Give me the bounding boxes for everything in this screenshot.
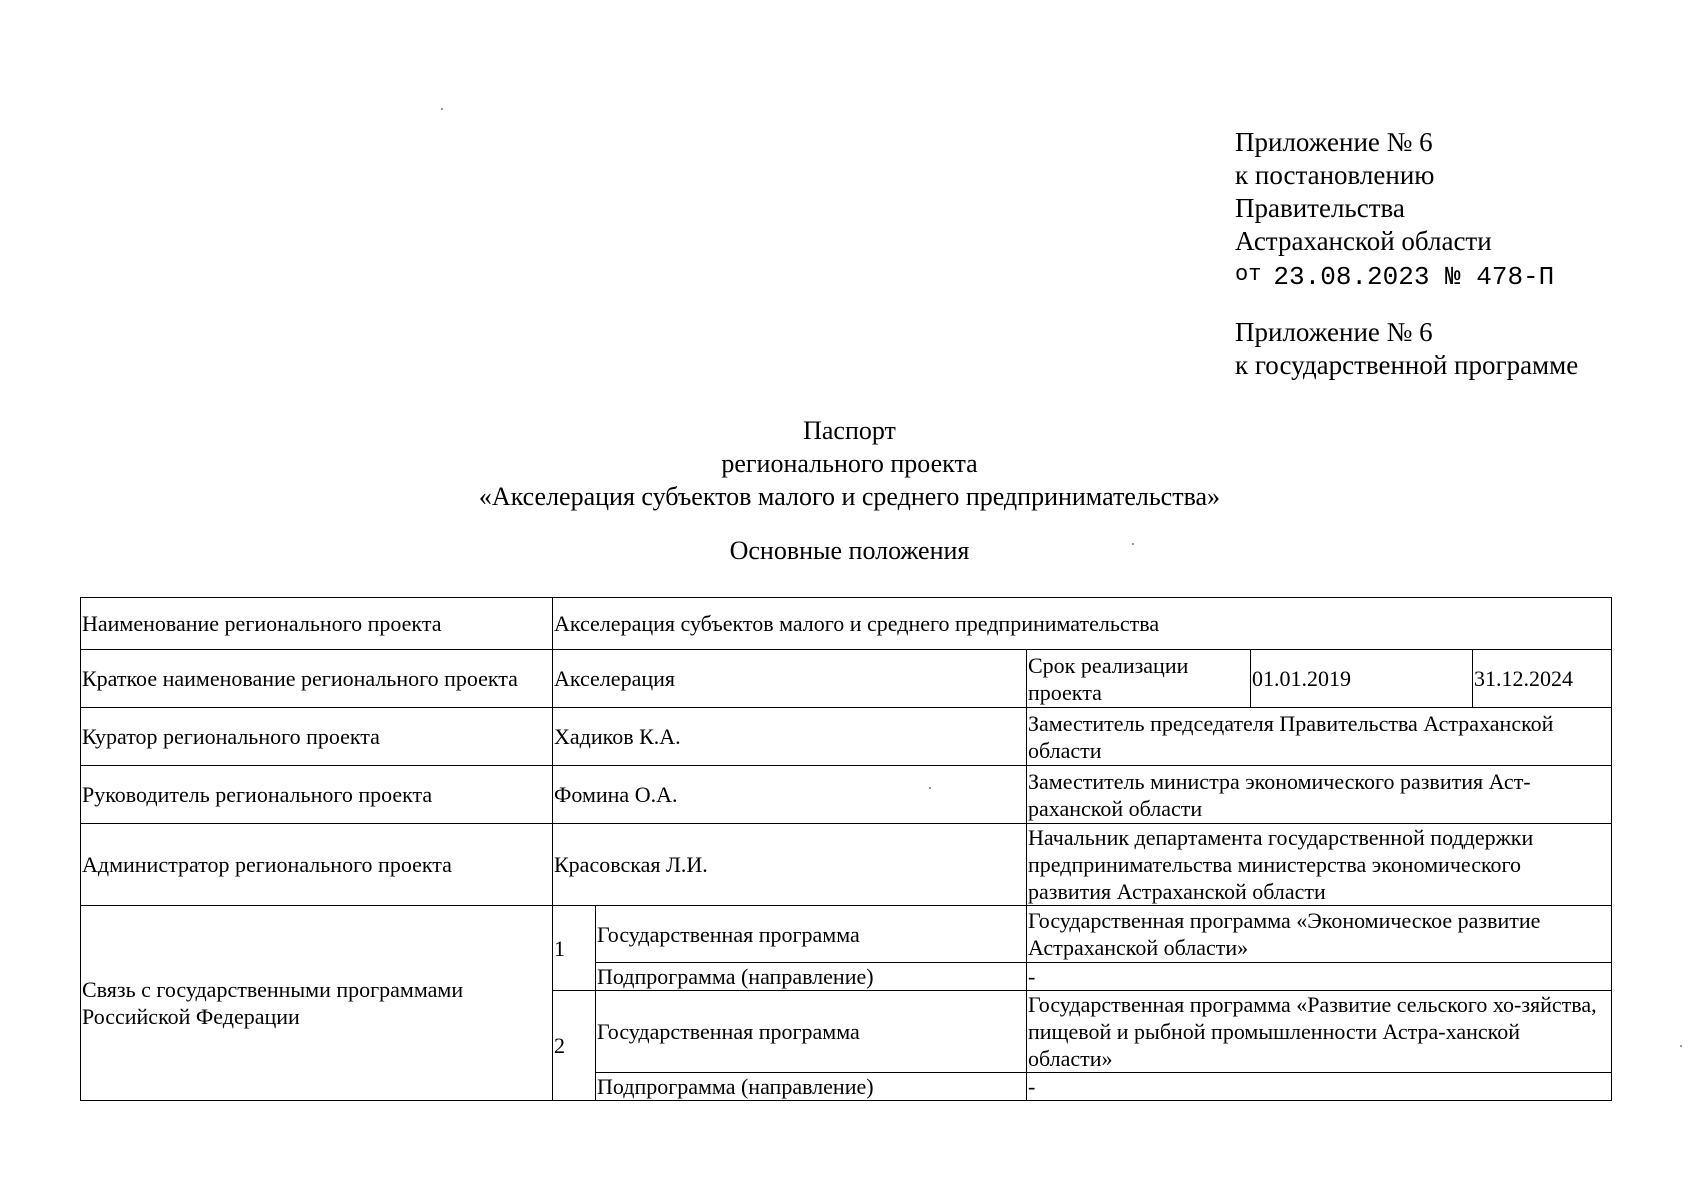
term-label: Срок реализации проекта: [1027, 650, 1251, 708]
scan-speck: [1680, 1045, 1682, 1047]
subprogram-2-value: -: [1027, 1073, 1612, 1101]
table-row: [81, 708, 1612, 766]
decree-annex-region: Астраханской области: [1235, 226, 1492, 256]
program-annex-block: [1235, 316, 1578, 382]
scan-speck: [1132, 543, 1134, 545]
decree-annex-government: Правительства: [1235, 193, 1405, 223]
title-project-name: «Акселерация субъектов малого и среднего предпринимательства»: [478, 482, 1221, 511]
decree-date-line: [1235, 258, 1554, 294]
program-annex-to: к государственной программе: [1235, 350, 1579, 380]
name-value: Акселерация субъектов малого и среднего предпринимательства: [553, 598, 1612, 650]
admin-label: Администратор регионального проекта: [81, 824, 553, 906]
term-start: 01.01.2019: [1251, 650, 1473, 708]
program-annex-number: Приложение № 6: [1235, 317, 1433, 347]
table-row: [81, 824, 1612, 906]
table-row: [81, 650, 1612, 708]
title-passport: Паспорт: [803, 416, 896, 445]
curator-position: Заместитель председателя Правительства Астраханской области: [1027, 708, 1612, 766]
title-regional-project: регионального проекта: [721, 449, 978, 478]
program-links-label: Связь с государственными программами Российской Федерации: [81, 906, 553, 1101]
head-position: Заместитель министра экономического развития Аст-раханской области: [1027, 766, 1612, 824]
section-title: Основные положения: [729, 536, 970, 565]
table-row: [81, 766, 1612, 824]
short-name-value: Акселерация: [553, 650, 1027, 708]
term-end: 31.12.2024: [1473, 650, 1612, 708]
program-2-label: Государственная программа: [596, 991, 1027, 1073]
admin-position: Начальник департамента государственной поддержки предпринимательства министерства экономического развития Астраханской области: [1027, 824, 1612, 906]
decree-date-prefix: от: [1235, 262, 1262, 287]
name-label: Наименование регионального проекта: [81, 598, 553, 650]
program-2-number: 2: [553, 991, 596, 1101]
table-row: [81, 906, 1612, 963]
curator-label: Куратор регионального проекта: [81, 708, 553, 766]
subprogram-2-label: Подпрограмма (направление): [596, 1073, 1027, 1101]
program-1-label: Государственная программа: [596, 906, 1027, 963]
decree-date-number: 23.08.2023 № 478-П: [1273, 262, 1555, 292]
table-row: [81, 598, 1612, 650]
admin-name: Красовская Л.И.: [553, 824, 1027, 906]
program-2-value: Государственная программа «Развитие сельского хо-зяйства, пищевой и рыбной промышленности Астра-ханской области»: [1027, 991, 1612, 1073]
subprogram-1-label: Подпрограмма (направление): [596, 963, 1027, 991]
document-title: [0, 414, 1699, 513]
subprogram-1-value: -: [1027, 963, 1612, 991]
passport-table: [80, 597, 1612, 1101]
scan-speck: [929, 787, 931, 789]
scan-speck: [441, 108, 443, 110]
decree-annex-block: [1235, 126, 1554, 294]
curator-name: Хадиков К.А.: [553, 708, 1027, 766]
head-label: Руководитель регионального проекта: [81, 766, 553, 824]
head-name: Фомина О.А.: [553, 766, 1027, 824]
short-name-label: Краткое наименование регионального проекта: [81, 650, 553, 708]
program-1-number: 1: [553, 906, 596, 991]
decree-annex-number: Приложение № 6: [1235, 127, 1433, 157]
program-1-value: Государственная программа «Экономическое развитие Астраханской области»: [1027, 906, 1612, 963]
decree-annex-to: к постановлению: [1235, 160, 1435, 190]
